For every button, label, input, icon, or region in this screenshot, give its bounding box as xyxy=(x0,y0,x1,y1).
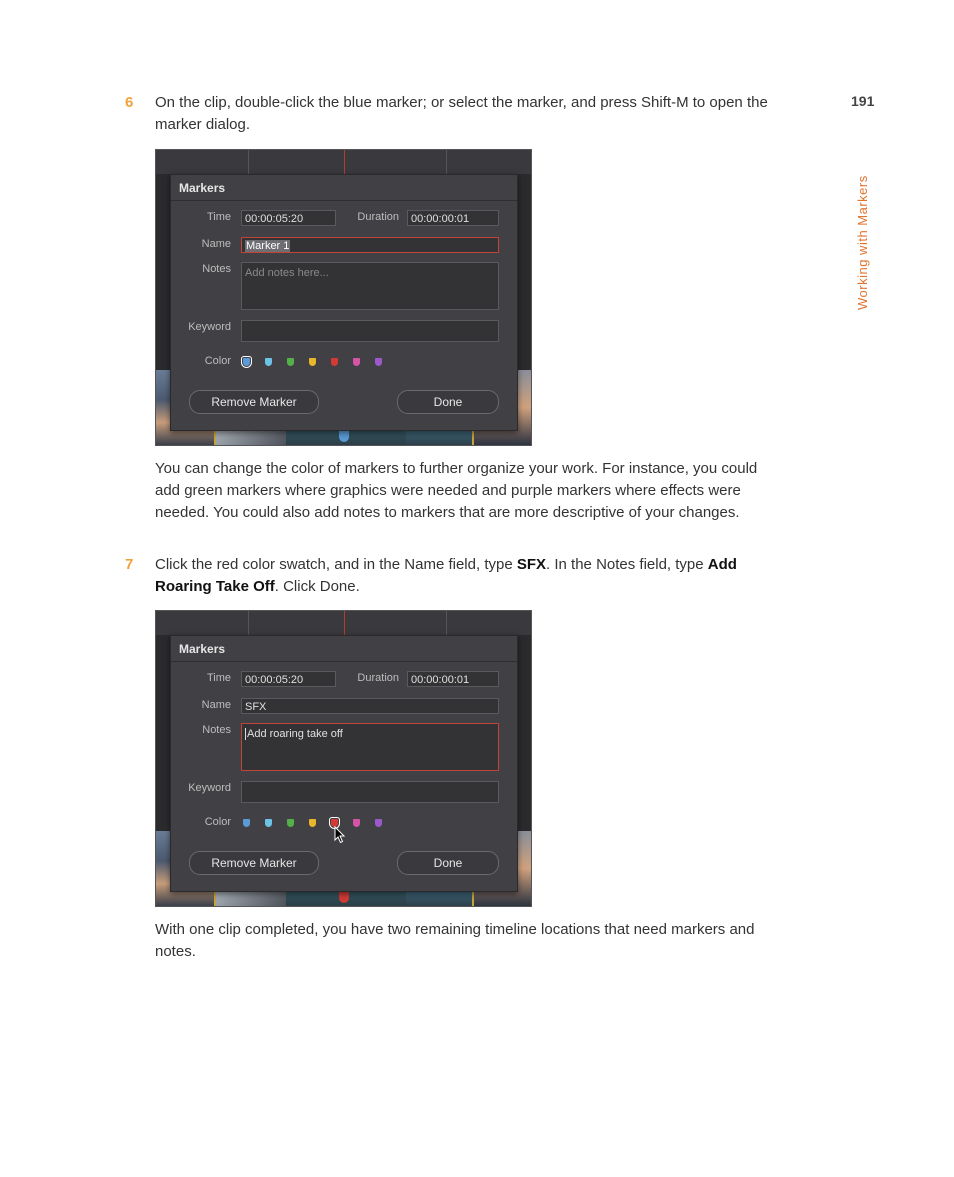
keyword-field[interactable] xyxy=(241,320,499,342)
ruler-tick xyxy=(446,611,447,635)
done-button[interactable]: Done xyxy=(397,851,499,875)
keyword-label: Keyword xyxy=(188,782,231,794)
notes-value: Add roaring take off xyxy=(247,728,343,740)
playhead[interactable] xyxy=(344,150,345,174)
step-number: 7 xyxy=(125,556,134,573)
swatch-cyan[interactable] xyxy=(265,819,272,827)
body-paragraph: You can change the color of markers to further organize your work. For instance, you could add green markers where graphics were needed and purple markers where effects were needed. You could also add notes to markers that are more descriptive of your changes. xyxy=(155,460,758,521)
name-label: Name xyxy=(201,238,231,250)
divider xyxy=(171,661,517,662)
color-swatches xyxy=(243,819,383,831)
swatch-blue[interactable] xyxy=(243,358,250,366)
keyword-label: Keyword xyxy=(188,321,231,333)
notes-label: Notes xyxy=(202,263,231,275)
screenshot-marker-dialog-1 xyxy=(155,149,532,446)
duration-label: Duration xyxy=(357,672,399,684)
ruler-tick xyxy=(446,150,447,174)
page-number: 191 xyxy=(851,93,875,109)
step-text-part: . In the Notes field, type xyxy=(546,556,708,573)
mouse-pointer-icon xyxy=(334,826,346,844)
name-field[interactable] xyxy=(241,237,499,253)
notes-field[interactable]: Add notes here... xyxy=(241,262,499,310)
time-field[interactable]: 00:00:05:20 xyxy=(241,671,336,687)
time-field[interactable]: 00:00:05:20 xyxy=(241,210,336,226)
swatch-red[interactable] xyxy=(331,358,338,366)
color-label: Color xyxy=(204,816,231,828)
color-swatches xyxy=(243,358,383,370)
step-text xyxy=(155,554,775,598)
swatch-blue[interactable] xyxy=(243,819,250,827)
notes-field[interactable] xyxy=(241,723,499,771)
markers-dialog xyxy=(170,174,518,431)
swatch-cyan[interactable] xyxy=(265,358,272,366)
done-button[interactable]: Done xyxy=(397,390,499,414)
markers-dialog xyxy=(170,635,518,892)
dialog-title: Markers xyxy=(179,181,226,195)
step-text-part: Click the red color swatch, and in the Name field, type xyxy=(155,556,517,573)
notes-label: Notes xyxy=(202,724,231,736)
name-field[interactable]: SFX xyxy=(241,698,499,714)
body-paragraph: With one clip completed, you have two remaining timeline locations that need markers and notes. xyxy=(155,921,755,960)
swatch-purple[interactable] xyxy=(375,819,382,827)
duration-field[interactable]: 00:00:00:01 xyxy=(407,210,499,226)
swatch-pink[interactable] xyxy=(353,358,360,366)
ruler-tick xyxy=(248,150,249,174)
ruler-tick xyxy=(248,611,249,635)
swatch-green[interactable] xyxy=(287,358,294,366)
name-label: Name xyxy=(201,699,231,711)
step-text: On the clip, double-click the blue marker; or select the marker, and press Shift-M to open the marker dialog. xyxy=(155,94,768,133)
section-tab: Working with Markers xyxy=(855,175,870,310)
swatch-pink[interactable] xyxy=(353,819,360,827)
remove-marker-button[interactable]: Remove Marker xyxy=(189,390,319,414)
keyword-field[interactable] xyxy=(241,781,499,803)
swatch-yellow[interactable] xyxy=(309,358,316,366)
color-label: Color xyxy=(204,355,231,367)
duration-label: Duration xyxy=(357,211,399,223)
time-label: Time xyxy=(206,672,231,684)
timeline-marker[interactable] xyxy=(339,430,349,442)
step-text-bold: Add Roaring Take Off xyxy=(155,556,737,595)
step-text-bold: SFX xyxy=(516,556,547,573)
text-caret xyxy=(245,728,246,740)
step-number: 6 xyxy=(125,94,134,111)
playhead[interactable] xyxy=(344,611,345,635)
divider xyxy=(171,200,517,201)
swatch-yellow[interactable] xyxy=(309,819,316,827)
swatch-green[interactable] xyxy=(287,819,294,827)
swatch-purple[interactable] xyxy=(375,358,382,366)
name-value: Marker 1 xyxy=(246,240,290,252)
remove-marker-button[interactable]: Remove Marker xyxy=(189,851,319,875)
dialog-title: Markers xyxy=(179,642,226,656)
timeline-marker[interactable] xyxy=(339,891,349,903)
screenshot-marker-dialog-2 xyxy=(155,610,532,907)
step-text-part: . Click Done. xyxy=(274,578,360,595)
time-label: Time xyxy=(206,211,231,223)
duration-field[interactable]: 00:00:00:01 xyxy=(407,671,499,687)
